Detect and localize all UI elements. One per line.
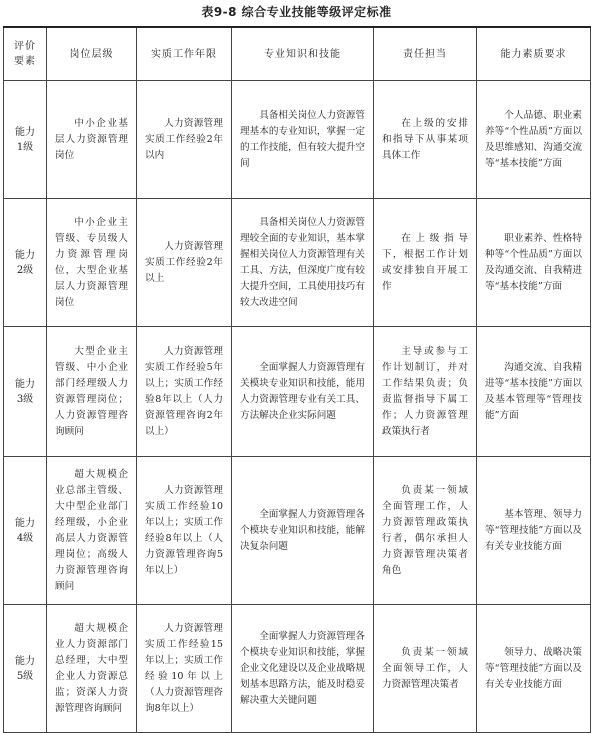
position-cell: 超大规模企业总部主管级、大中型企业部门经理级，小企业高层人力资源管理岗位；高级人力资源管理咨询顾问 [47, 457, 137, 605]
header-evaluation-element: 评价 要素 [4, 27, 47, 81]
knowledge-cell: 具备相关岗位人力资源管理基本的专业知识，掌握一定的工作技能，但有较大提升空间 [232, 81, 374, 199]
level-cell: 能力 2级 [4, 199, 47, 327]
position-cell: 中小企业基层人力资源管理岗位 [47, 81, 137, 199]
header-position-level: 岗位层级 [47, 27, 137, 81]
responsibility-cell: 在上级指导下，根据工作计划或安排独自开展工作 [374, 199, 477, 327]
ability-cell: 基本管理、领导力等“管理技能”方面以及有关专业技能方面 [477, 457, 591, 605]
header-work-years: 实质工作年限 [137, 27, 232, 81]
years-cell: 人力资源管理实质工作经验5年以上；实质工作经验8年以上（人力资源管理咨询2年以上） [137, 327, 232, 457]
table-title: 表9-8 综合专业技能等级评定标准 [201, 5, 392, 19]
knowledge-cell: 全面掌握人力资源管理各个模块专业知识和技能，掌握企业文化建设以及企业战略规划基本思路方法，能及时稳妥解决重大关键问题 [232, 605, 374, 733]
ability-cell: 职业素养、性格特种等“个性品质”方面以及沟通交流、自我精进等“基本技能”方面 [477, 199, 591, 327]
responsibility-cell: 主导或参与工作计划制订，并对工作结果负责；负责监督指导下属工作；人力资源管理政策执行者 [374, 327, 477, 457]
header-row [4, 27, 591, 81]
responsibility-cell: 负责某一领域全面管理工作，人力资源管理政策执行者，偶尔承担人力资源管理决策者角色 [374, 457, 477, 605]
table-row [4, 199, 591, 327]
knowledge-cell: 全面掌握人力资源管理有关模块专业知识和技能，能用人力资源管理专业有关工具、方法解决企业实际问题 [232, 327, 374, 457]
knowledge-cell: 全面掌握人力资源管理各个模块专业知识和技能，能解决复杂问题 [232, 457, 374, 605]
years-cell: 人力资源管理实质工作经验2年以内 [137, 81, 232, 199]
table-row [4, 327, 591, 457]
years-cell: 人力资源管理实质工作经验2年以上 [137, 199, 232, 327]
position-cell: 超大规模企业人力资源部门总经理，大中型企业人力资源总监；资深人力资源管理咨询顾问 [47, 605, 137, 733]
years-cell: 人力资源管理实质工作经验10年以上；实质工作经验8年以上（人力资源管理咨询5年以上） [137, 457, 232, 605]
header-ability-requirements: 能力素质要求 [477, 27, 591, 81]
header-knowledge-skills: 专业知识和技能 [232, 27, 374, 81]
header-responsibility: 责任担当 [374, 27, 477, 81]
ability-cell: 沟通交流、自我精进等“基本技能”方面以及基本管理等“管理技能”方面 [477, 327, 591, 457]
level-cell: 能力 4级 [4, 457, 47, 605]
years-cell: 人力资源管理实质工作经验15年以上；实质工作经验10年以上（人力资源管理咨询8年以上） [137, 605, 232, 733]
position-cell: 大型企业主管级、中小企业部门经理级人力资源管理岗位；人力资源管理咨询顾问 [47, 327, 137, 457]
responsibility-cell: 负责某一领域全面领导工作，人力资源管理决策者 [374, 605, 477, 733]
level-cell: 能力 5级 [4, 605, 47, 733]
table-row [4, 605, 591, 733]
knowledge-cell: 具备相关岗位人力资源管理较全面的专业知识，基本掌握相关岗位人力资源管理有关工具、方法，但深度广度有较大提升空间，工具使用技巧有较大改进空间 [232, 199, 374, 327]
level-cell: 能力 3级 [4, 327, 47, 457]
table-row [4, 81, 591, 199]
ability-cell: 个人品德、职业素养等“个性品质”方面以及思维感知、沟通交流等“基本技能”方面 [477, 81, 591, 199]
ability-cell: 领导力、战略决策等“管理技能”方面以及有关专业技能方面 [477, 605, 591, 733]
evaluation-standard-table [3, 26, 591, 733]
table-row [4, 457, 591, 605]
level-cell: 能力 1级 [4, 81, 47, 199]
position-cell: 中小企业主管级、专员级人力资源管理岗位，大型企业基层人力资源管理岗位 [47, 199, 137, 327]
responsibility-cell: 在上级的安排和指导下从事某项具体工作 [374, 81, 477, 199]
